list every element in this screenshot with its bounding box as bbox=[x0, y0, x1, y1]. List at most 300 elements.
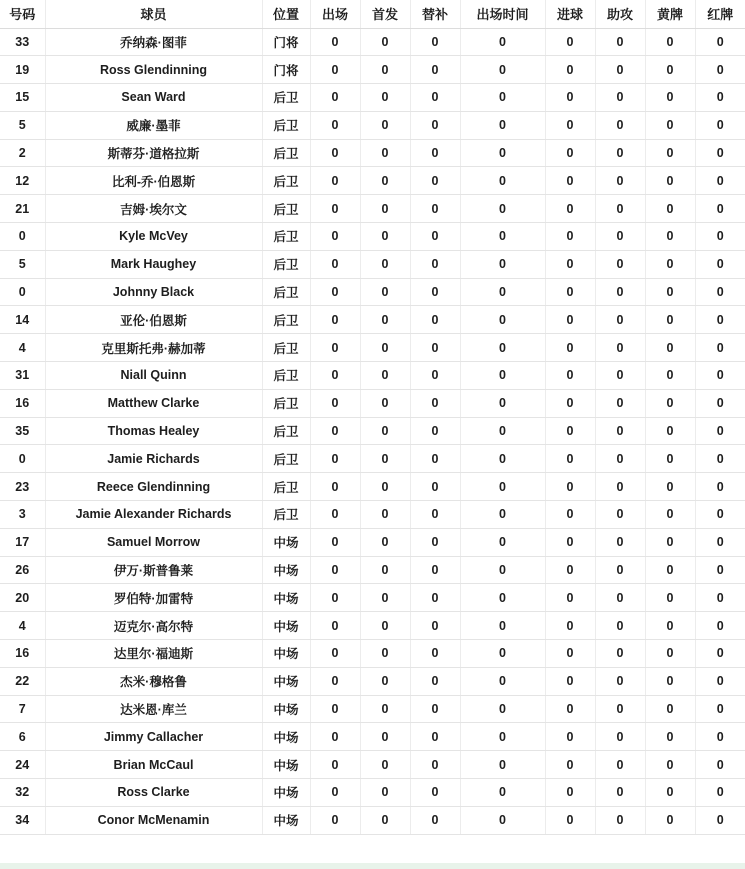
stat-yellow-cards: 0 bbox=[645, 445, 695, 473]
stat-red-cards: 0 bbox=[695, 779, 745, 807]
stat-red-cards: 0 bbox=[695, 473, 745, 501]
stat-assists: 0 bbox=[595, 473, 645, 501]
stat-red-cards: 0 bbox=[695, 306, 745, 334]
stat-yellow-cards: 0 bbox=[645, 195, 695, 223]
player-number: 4 bbox=[0, 334, 45, 362]
table-row bbox=[0, 556, 745, 584]
stat-appearances: 0 bbox=[310, 640, 360, 668]
stat-goals: 0 bbox=[545, 473, 595, 501]
stat-assists: 0 bbox=[595, 362, 645, 390]
stat-goals: 0 bbox=[545, 223, 595, 251]
stat-starts: 0 bbox=[360, 667, 410, 695]
stat-red-cards: 0 bbox=[695, 56, 745, 84]
player-number: 20 bbox=[0, 584, 45, 612]
stat-goals: 0 bbox=[545, 445, 595, 473]
player-number: 33 bbox=[0, 28, 45, 56]
stat-starts: 0 bbox=[360, 278, 410, 306]
stat-yellow-cards: 0 bbox=[645, 111, 695, 139]
table-row bbox=[0, 195, 745, 223]
player-name: Niall Quinn bbox=[45, 362, 262, 390]
table-row bbox=[0, 139, 745, 167]
stat-red-cards: 0 bbox=[695, 751, 745, 779]
player-name: 比利-乔·伯恩斯 bbox=[45, 167, 262, 195]
stat-yellow-cards: 0 bbox=[645, 278, 695, 306]
stat-appearances: 0 bbox=[310, 306, 360, 334]
stat-substitute: 0 bbox=[410, 695, 460, 723]
stat-goals: 0 bbox=[545, 389, 595, 417]
stat-assists: 0 bbox=[595, 695, 645, 723]
stat-appearances: 0 bbox=[310, 334, 360, 362]
player-number: 35 bbox=[0, 417, 45, 445]
stat-goals: 0 bbox=[545, 334, 595, 362]
stat-starts: 0 bbox=[360, 806, 410, 834]
stat-yellow-cards: 0 bbox=[645, 334, 695, 362]
stat-minutes: 0 bbox=[460, 278, 545, 306]
stat-assists: 0 bbox=[595, 640, 645, 668]
stat-starts: 0 bbox=[360, 195, 410, 223]
stat-assists: 0 bbox=[595, 28, 645, 56]
stat-goals: 0 bbox=[545, 528, 595, 556]
stat-appearances: 0 bbox=[310, 139, 360, 167]
stat-minutes: 0 bbox=[460, 84, 545, 112]
stat-appearances: 0 bbox=[310, 195, 360, 223]
player-position: 中场 bbox=[262, 751, 310, 779]
player-number: 22 bbox=[0, 667, 45, 695]
stat-starts: 0 bbox=[360, 779, 410, 807]
stat-goals: 0 bbox=[545, 278, 595, 306]
table-row bbox=[0, 612, 745, 640]
stat-appearances: 0 bbox=[310, 779, 360, 807]
stat-goals: 0 bbox=[545, 612, 595, 640]
player-name: Thomas Healey bbox=[45, 417, 262, 445]
player-position: 后卫 bbox=[262, 250, 310, 278]
stat-substitute: 0 bbox=[410, 806, 460, 834]
stat-assists: 0 bbox=[595, 723, 645, 751]
player-number: 0 bbox=[0, 223, 45, 251]
stat-yellow-cards: 0 bbox=[645, 167, 695, 195]
col-header-appearances: 出场 bbox=[310, 0, 360, 28]
stat-yellow-cards: 0 bbox=[645, 362, 695, 390]
player-position: 后卫 bbox=[262, 195, 310, 223]
stat-red-cards: 0 bbox=[695, 334, 745, 362]
player-position: 后卫 bbox=[262, 473, 310, 501]
stat-minutes: 0 bbox=[460, 584, 545, 612]
player-position: 后卫 bbox=[262, 362, 310, 390]
stat-appearances: 0 bbox=[310, 584, 360, 612]
stat-yellow-cards: 0 bbox=[645, 556, 695, 584]
table-row bbox=[0, 473, 745, 501]
stat-starts: 0 bbox=[360, 139, 410, 167]
stat-assists: 0 bbox=[595, 584, 645, 612]
player-number: 2 bbox=[0, 139, 45, 167]
stat-substitute: 0 bbox=[410, 528, 460, 556]
stat-minutes: 0 bbox=[460, 556, 545, 584]
table-row bbox=[0, 84, 745, 112]
table-row bbox=[0, 751, 745, 779]
stat-goals: 0 bbox=[545, 111, 595, 139]
stat-minutes: 0 bbox=[460, 501, 545, 529]
player-position: 后卫 bbox=[262, 139, 310, 167]
stat-substitute: 0 bbox=[410, 640, 460, 668]
stat-minutes: 0 bbox=[460, 528, 545, 556]
stat-yellow-cards: 0 bbox=[645, 723, 695, 751]
table-row bbox=[0, 445, 745, 473]
stat-goals: 0 bbox=[545, 501, 595, 529]
stat-starts: 0 bbox=[360, 111, 410, 139]
stat-minutes: 0 bbox=[460, 695, 545, 723]
stat-starts: 0 bbox=[360, 501, 410, 529]
stat-minutes: 0 bbox=[460, 306, 545, 334]
player-name: 亚伦·伯恩斯 bbox=[45, 306, 262, 334]
stat-goals: 0 bbox=[545, 28, 595, 56]
stat-minutes: 0 bbox=[460, 473, 545, 501]
stat-goals: 0 bbox=[545, 695, 595, 723]
col-header-goals: 进球 bbox=[545, 0, 595, 28]
stat-substitute: 0 bbox=[410, 473, 460, 501]
player-name: Jamie Richards bbox=[45, 445, 262, 473]
stat-substitute: 0 bbox=[410, 28, 460, 56]
player-number: 5 bbox=[0, 111, 45, 139]
stat-starts: 0 bbox=[360, 417, 410, 445]
stat-yellow-cards: 0 bbox=[645, 223, 695, 251]
table-row bbox=[0, 111, 745, 139]
stat-assists: 0 bbox=[595, 84, 645, 112]
table-row bbox=[0, 250, 745, 278]
stat-yellow-cards: 0 bbox=[645, 695, 695, 723]
stat-starts: 0 bbox=[360, 223, 410, 251]
stat-goals: 0 bbox=[545, 362, 595, 390]
stat-assists: 0 bbox=[595, 56, 645, 84]
table-row bbox=[0, 334, 745, 362]
table-row bbox=[0, 501, 745, 529]
player-name: Mark Haughey bbox=[45, 250, 262, 278]
stat-assists: 0 bbox=[595, 139, 645, 167]
stat-minutes: 0 bbox=[460, 667, 545, 695]
player-name: Sean Ward bbox=[45, 84, 262, 112]
stat-appearances: 0 bbox=[310, 56, 360, 84]
stat-minutes: 0 bbox=[460, 167, 545, 195]
stat-yellow-cards: 0 bbox=[645, 28, 695, 56]
stat-red-cards: 0 bbox=[695, 250, 745, 278]
stat-minutes: 0 bbox=[460, 779, 545, 807]
stat-substitute: 0 bbox=[410, 417, 460, 445]
table-row bbox=[0, 723, 745, 751]
stat-yellow-cards: 0 bbox=[645, 501, 695, 529]
table-header bbox=[0, 0, 745, 28]
player-number: 5 bbox=[0, 250, 45, 278]
player-position: 中场 bbox=[262, 528, 310, 556]
stat-starts: 0 bbox=[360, 362, 410, 390]
table-row bbox=[0, 362, 745, 390]
stat-goals: 0 bbox=[545, 640, 595, 668]
player-name: Ross Glendinning bbox=[45, 56, 262, 84]
player-name: Ross Clarke bbox=[45, 779, 262, 807]
player-name: 达米恩·库兰 bbox=[45, 695, 262, 723]
stat-assists: 0 bbox=[595, 612, 645, 640]
stat-substitute: 0 bbox=[410, 556, 460, 584]
player-name: 斯蒂芬·道格拉斯 bbox=[45, 139, 262, 167]
table-row bbox=[0, 28, 745, 56]
stat-red-cards: 0 bbox=[695, 806, 745, 834]
stat-appearances: 0 bbox=[310, 723, 360, 751]
stat-minutes: 0 bbox=[460, 640, 545, 668]
player-name: 乔纳森·图菲 bbox=[45, 28, 262, 56]
col-header-position: 位置 bbox=[262, 0, 310, 28]
stat-goals: 0 bbox=[545, 56, 595, 84]
stat-starts: 0 bbox=[360, 389, 410, 417]
stat-goals: 0 bbox=[545, 195, 595, 223]
player-number: 24 bbox=[0, 751, 45, 779]
stat-substitute: 0 bbox=[410, 278, 460, 306]
stat-assists: 0 bbox=[595, 667, 645, 695]
player-name: Samuel Morrow bbox=[45, 528, 262, 556]
player-name: 迈克尔·高尔特 bbox=[45, 612, 262, 640]
stat-yellow-cards: 0 bbox=[645, 56, 695, 84]
stat-goals: 0 bbox=[545, 167, 595, 195]
player-number: 0 bbox=[0, 445, 45, 473]
stat-red-cards: 0 bbox=[695, 501, 745, 529]
stat-starts: 0 bbox=[360, 167, 410, 195]
stat-goals: 0 bbox=[545, 139, 595, 167]
player-position: 门将 bbox=[262, 28, 310, 56]
stat-assists: 0 bbox=[595, 111, 645, 139]
player-position: 门将 bbox=[262, 56, 310, 84]
stat-appearances: 0 bbox=[310, 556, 360, 584]
stat-minutes: 0 bbox=[460, 334, 545, 362]
player-position: 后卫 bbox=[262, 111, 310, 139]
stat-red-cards: 0 bbox=[695, 445, 745, 473]
stat-appearances: 0 bbox=[310, 278, 360, 306]
table-row bbox=[0, 667, 745, 695]
stat-substitute: 0 bbox=[410, 389, 460, 417]
stat-assists: 0 bbox=[595, 195, 645, 223]
stat-substitute: 0 bbox=[410, 501, 460, 529]
stat-substitute: 0 bbox=[410, 751, 460, 779]
player-name: Jamie Alexander Richards bbox=[45, 501, 262, 529]
table-row bbox=[0, 167, 745, 195]
stat-starts: 0 bbox=[360, 695, 410, 723]
stat-assists: 0 bbox=[595, 278, 645, 306]
table-row bbox=[0, 278, 745, 306]
player-name: 杰米·穆格鲁 bbox=[45, 667, 262, 695]
stat-appearances: 0 bbox=[310, 223, 360, 251]
player-number: 4 bbox=[0, 612, 45, 640]
stat-minutes: 0 bbox=[460, 111, 545, 139]
stat-red-cards: 0 bbox=[695, 723, 745, 751]
player-position: 后卫 bbox=[262, 167, 310, 195]
stat-substitute: 0 bbox=[410, 362, 460, 390]
stat-red-cards: 0 bbox=[695, 556, 745, 584]
stat-goals: 0 bbox=[545, 584, 595, 612]
stat-yellow-cards: 0 bbox=[645, 473, 695, 501]
stat-minutes: 0 bbox=[460, 139, 545, 167]
player-number: 17 bbox=[0, 528, 45, 556]
table-row bbox=[0, 584, 745, 612]
stat-appearances: 0 bbox=[310, 111, 360, 139]
stat-red-cards: 0 bbox=[695, 278, 745, 306]
table-row bbox=[0, 306, 745, 334]
stat-red-cards: 0 bbox=[695, 28, 745, 56]
stat-red-cards: 0 bbox=[695, 695, 745, 723]
stat-starts: 0 bbox=[360, 84, 410, 112]
stat-red-cards: 0 bbox=[695, 223, 745, 251]
player-position: 后卫 bbox=[262, 389, 310, 417]
stat-substitute: 0 bbox=[410, 584, 460, 612]
stat-substitute: 0 bbox=[410, 667, 460, 695]
stat-yellow-cards: 0 bbox=[645, 779, 695, 807]
player-name: Reece Glendinning bbox=[45, 473, 262, 501]
stat-assists: 0 bbox=[595, 501, 645, 529]
stat-minutes: 0 bbox=[460, 223, 545, 251]
stat-yellow-cards: 0 bbox=[645, 612, 695, 640]
col-header-yellow-cards: 黄牌 bbox=[645, 0, 695, 28]
stat-yellow-cards: 0 bbox=[645, 417, 695, 445]
player-name: 威廉·墨菲 bbox=[45, 111, 262, 139]
player-number: 26 bbox=[0, 556, 45, 584]
stat-goals: 0 bbox=[545, 723, 595, 751]
player-position: 后卫 bbox=[262, 306, 310, 334]
stat-assists: 0 bbox=[595, 445, 645, 473]
player-name: 达里尔·福迪斯 bbox=[45, 640, 262, 668]
header-row bbox=[0, 0, 745, 28]
player-name: Brian McCaul bbox=[45, 751, 262, 779]
player-name: 伊万·斯普鲁莱 bbox=[45, 556, 262, 584]
stat-starts: 0 bbox=[360, 723, 410, 751]
player-position: 后卫 bbox=[262, 445, 310, 473]
stat-goals: 0 bbox=[545, 806, 595, 834]
stat-red-cards: 0 bbox=[695, 111, 745, 139]
player-number: 19 bbox=[0, 56, 45, 84]
stat-assists: 0 bbox=[595, 417, 645, 445]
stat-appearances: 0 bbox=[310, 806, 360, 834]
stat-assists: 0 bbox=[595, 806, 645, 834]
player-number: 12 bbox=[0, 167, 45, 195]
player-number: 14 bbox=[0, 306, 45, 334]
stat-red-cards: 0 bbox=[695, 667, 745, 695]
stat-minutes: 0 bbox=[460, 751, 545, 779]
stat-red-cards: 0 bbox=[695, 528, 745, 556]
stat-substitute: 0 bbox=[410, 612, 460, 640]
col-header-red-cards: 红牌 bbox=[695, 0, 745, 28]
stat-assists: 0 bbox=[595, 223, 645, 251]
stat-appearances: 0 bbox=[310, 167, 360, 195]
stat-minutes: 0 bbox=[460, 417, 545, 445]
stat-minutes: 0 bbox=[460, 612, 545, 640]
stat-substitute: 0 bbox=[410, 223, 460, 251]
stat-minutes: 0 bbox=[460, 56, 545, 84]
player-position: 中场 bbox=[262, 779, 310, 807]
player-number: 34 bbox=[0, 806, 45, 834]
player-table-body bbox=[0, 28, 745, 834]
player-name: Jimmy Callacher bbox=[45, 723, 262, 751]
stat-substitute: 0 bbox=[410, 56, 460, 84]
player-name: 克里斯托弗·赫加蒂 bbox=[45, 334, 262, 362]
stat-appearances: 0 bbox=[310, 473, 360, 501]
stat-appearances: 0 bbox=[310, 501, 360, 529]
stat-yellow-cards: 0 bbox=[645, 389, 695, 417]
stat-red-cards: 0 bbox=[695, 139, 745, 167]
player-number: 21 bbox=[0, 195, 45, 223]
stat-yellow-cards: 0 bbox=[645, 640, 695, 668]
player-number: 31 bbox=[0, 362, 45, 390]
player-name: Conor McMenamin bbox=[45, 806, 262, 834]
stat-substitute: 0 bbox=[410, 445, 460, 473]
player-name: Johnny Black bbox=[45, 278, 262, 306]
player-number: 16 bbox=[0, 640, 45, 668]
player-position: 中场 bbox=[262, 723, 310, 751]
table-row bbox=[0, 528, 745, 556]
stat-substitute: 0 bbox=[410, 779, 460, 807]
player-name: Matthew Clarke bbox=[45, 389, 262, 417]
stat-substitute: 0 bbox=[410, 139, 460, 167]
stat-yellow-cards: 0 bbox=[645, 667, 695, 695]
player-position: 后卫 bbox=[262, 278, 310, 306]
stat-starts: 0 bbox=[360, 250, 410, 278]
player-position: 中场 bbox=[262, 806, 310, 834]
stat-goals: 0 bbox=[545, 556, 595, 584]
stat-yellow-cards: 0 bbox=[645, 751, 695, 779]
player-position: 中场 bbox=[262, 695, 310, 723]
player-position: 后卫 bbox=[262, 223, 310, 251]
stat-minutes: 0 bbox=[460, 362, 545, 390]
stat-assists: 0 bbox=[595, 306, 645, 334]
table-row bbox=[0, 417, 745, 445]
stat-starts: 0 bbox=[360, 334, 410, 362]
stat-substitute: 0 bbox=[410, 167, 460, 195]
col-header-substitute: 替补 bbox=[410, 0, 460, 28]
player-position: 中场 bbox=[262, 584, 310, 612]
player-number: 16 bbox=[0, 389, 45, 417]
stat-red-cards: 0 bbox=[695, 584, 745, 612]
stat-substitute: 0 bbox=[410, 111, 460, 139]
stat-goals: 0 bbox=[545, 250, 595, 278]
stat-minutes: 0 bbox=[460, 28, 545, 56]
stat-minutes: 0 bbox=[460, 389, 545, 417]
stat-assists: 0 bbox=[595, 779, 645, 807]
stat-assists: 0 bbox=[595, 528, 645, 556]
player-number: 32 bbox=[0, 779, 45, 807]
player-position: 后卫 bbox=[262, 417, 310, 445]
player-position: 中场 bbox=[262, 667, 310, 695]
player-number: 6 bbox=[0, 723, 45, 751]
col-header-starts: 首发 bbox=[360, 0, 410, 28]
stat-minutes: 0 bbox=[460, 250, 545, 278]
stat-yellow-cards: 0 bbox=[645, 250, 695, 278]
table-row bbox=[0, 695, 745, 723]
player-position: 中场 bbox=[262, 556, 310, 584]
stat-yellow-cards: 0 bbox=[645, 584, 695, 612]
stat-goals: 0 bbox=[545, 779, 595, 807]
stat-appearances: 0 bbox=[310, 445, 360, 473]
stat-assists: 0 bbox=[595, 751, 645, 779]
stat-red-cards: 0 bbox=[695, 84, 745, 112]
stat-starts: 0 bbox=[360, 640, 410, 668]
stat-starts: 0 bbox=[360, 612, 410, 640]
stat-appearances: 0 bbox=[310, 250, 360, 278]
player-position: 后卫 bbox=[262, 501, 310, 529]
stat-appearances: 0 bbox=[310, 612, 360, 640]
player-number: 7 bbox=[0, 695, 45, 723]
stat-substitute: 0 bbox=[410, 195, 460, 223]
col-header-minutes: 出场时间 bbox=[460, 0, 545, 28]
table-row bbox=[0, 806, 745, 834]
col-header-number: 号码 bbox=[0, 0, 45, 28]
stat-starts: 0 bbox=[360, 445, 410, 473]
stat-red-cards: 0 bbox=[695, 612, 745, 640]
stat-goals: 0 bbox=[545, 306, 595, 334]
player-position: 中场 bbox=[262, 612, 310, 640]
stat-goals: 0 bbox=[545, 84, 595, 112]
